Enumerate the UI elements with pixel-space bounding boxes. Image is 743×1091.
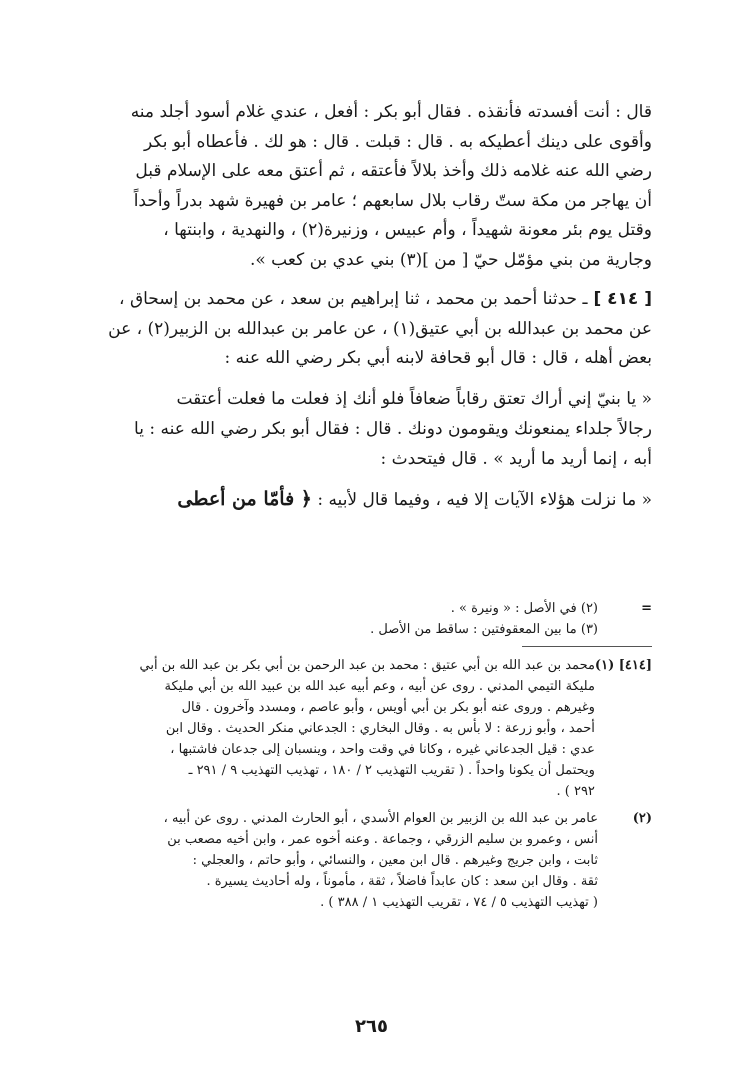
page-number: ٢٦٥ bbox=[355, 1016, 388, 1037]
footnote-line: مليكة التيمي المدني . روى عن أبيه ، وعم أبيه عبد الله بن عبيد الله بن أبي مليكة bbox=[164, 679, 595, 694]
text-line: أن يهاجر من مكة ستّ رقاب بلال سابعهم ؛ عامر بن فهيرة شهد بدراً وأحداً bbox=[133, 190, 652, 211]
footnote-414-2 bbox=[92, 808, 652, 913]
paragraph-hadith-414-matn bbox=[92, 384, 652, 474]
hadith-number: [ ٤١٤ ] bbox=[593, 289, 652, 309]
footnote-line: عامر بن عبد الله بن الزبير بن العوام الأسدي ، أبو الحارث المدني . روى عن أبيه ، bbox=[163, 811, 598, 826]
footnote-line: أنس ، وعمرو بن سليم الزرقي ، وجماعة . وعنه أخوه عمر ، وابن أخيه مصعب بن bbox=[167, 832, 598, 847]
text-line-content: « ما نزلت هؤلاء الآيات إلا فيه ، وفيما قال لأبيه : bbox=[317, 489, 652, 510]
text-line: عن محمد بن عبدالله بن أبي عتيق(١) ، عن عامر بن عبدالله بن الزبير(٢) ، عن bbox=[108, 318, 652, 339]
text-line bbox=[92, 484, 652, 515]
quran-quote: ﴿ فأمّا من أعطى bbox=[177, 487, 312, 510]
text-line: « يا بنيّ إني أراك تعتق رقاباً ضعافاً فلو أنك إذ فعلت ما فعلت أعتقت bbox=[176, 388, 652, 409]
paragraph-narration-end bbox=[92, 98, 652, 275]
text-line: وقتل يوم بئر معونة شهيداً ، وأم عبيس ، وزنيرة(٢) ، والنهدية ، وابنتها ، bbox=[163, 220, 652, 240]
footnote-line: ويحتمل أن يكونا واحداً . ( تقريب التهذيب ٢ / ١٨٠ ، تهذيب التهذيب ٩ / ٢٩١ ـ bbox=[188, 763, 595, 778]
footnote-divider bbox=[522, 646, 652, 647]
text-line bbox=[92, 285, 652, 315]
footnote-line: ثقة . وقال ابن سعد : كان عابداً فاضلاً ، ثقة ، مأموناً ، وله أحاديث يسيرة . bbox=[206, 874, 598, 889]
footnote-414-1 bbox=[92, 655, 652, 802]
paragraph-hadith-414-isnad bbox=[92, 285, 652, 374]
main-text bbox=[92, 98, 652, 525]
footnote-label: = bbox=[641, 601, 652, 616]
text-line: أبه ، إنما أريد ما أريد » . قال فيتحدث : bbox=[380, 448, 652, 469]
footnote-line: عدي : قيل الجدعاني غيره ، وكانا في وقت واحد ، وينسبان إلى جدعان فاشتبها ، bbox=[170, 742, 595, 757]
text-line: بعض أهله ، قال : قال أبو قحافة لابنه أبي بكر رضي الله عنه : bbox=[224, 348, 652, 368]
footnote-line: ( تهذيب التهذيب ٥ / ٧٤ ، تقريب التهذيب ١ / ٣٨٨ ) . bbox=[320, 895, 598, 910]
footnote-line: ثابت ، وابن جريج وغيرهم . قال ابن معين ، والنسائي ، وأبو حاتم ، والعجلي : bbox=[192, 853, 598, 868]
text-line: قال : أنت أفسدته فأنقذه . فقال أبو بكر : أفعل ، عندي غلام أسود أجلد منه bbox=[130, 102, 652, 122]
paragraph-quran-verse bbox=[92, 484, 652, 515]
footnote-label: (٢) bbox=[632, 811, 652, 826]
footnote-line: محمد بن عبد الله بن أبي عتيق : محمد بن عبد الرحمن بن أبي بكر بن عبد الله بن أبي bbox=[139, 658, 595, 673]
text-line: وجارية من بني مؤمّل حيّ [ من ](٣) بني عدي بن كعب ». bbox=[249, 249, 652, 270]
footnotes bbox=[92, 598, 652, 919]
text-line-content: ـ حدثنا أحمد بن محمد ، ثنا إبراهيم بن سعد ، عن محمد بن إسحاق ، bbox=[119, 289, 588, 309]
footnote-line: وغيرهم . وروى عنه أبو بكر بن أبي أويس ، وأبو عاصم ، ومسدد وآخرون . قال bbox=[181, 700, 595, 715]
text-line: رضي الله عنه غلامه ذلك وأخذ بلالاً فأعتقه ، ثم أعتق معه على الإسلام قبل bbox=[135, 161, 652, 181]
footnote-label: [٤١٤] (١) bbox=[594, 658, 652, 673]
footnote-continuation bbox=[92, 598, 652, 640]
footnote-text bbox=[92, 808, 598, 913]
footnote-text bbox=[92, 655, 595, 802]
footnote-line: (٢) في الأصل : « ونيرة » . bbox=[450, 601, 598, 616]
footnote-text bbox=[92, 598, 598, 640]
footnote-line: ٢٩٢ ) . bbox=[556, 784, 595, 799]
footnote-line: أحمد ، وأبو زرعة : لا بأس به . وقال البخاري : الجدعاني منكر الحديث . وقال ابن bbox=[165, 721, 595, 736]
footnote-line: (٣) ما بين المعقوفتين : ساقط من الأصل . bbox=[370, 622, 598, 637]
text-line: رجالاً جلداء يمنعونك ويقومون دونك . قال : فقال أبو بكر رضي الله عنه : يا bbox=[134, 418, 652, 439]
text-line: وأقوى على دينك أعطيكه به . قال : قبلت . قال : هو لك . فأعطاه أبو بكر bbox=[143, 131, 652, 152]
